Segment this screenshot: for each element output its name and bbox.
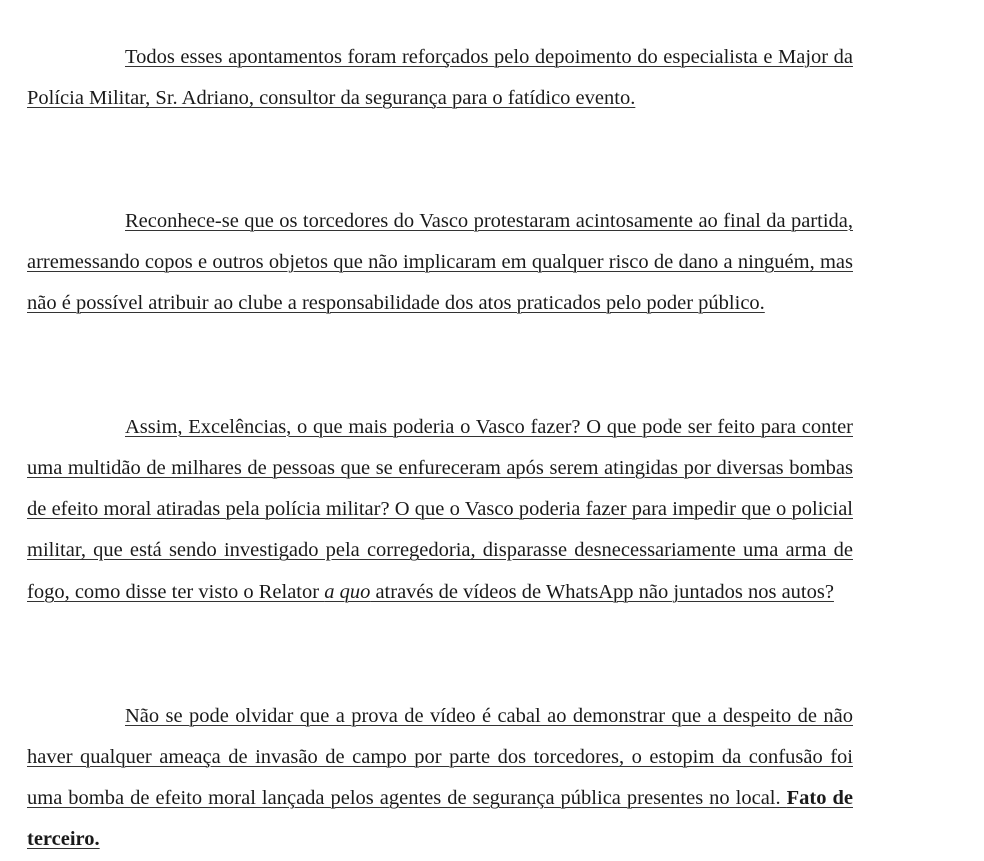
paragraph-text: Assim, Excelências, o que mais poderia o Vasco fazer? O que pode ser feito para conter uma multidão de milhares de pessoas que se enfureceram após serem atingidas por diversas bombas de efeito moral atiradas pela polícia militar? O que o Vasco poderia fazer para impedir que o policial militar, que está sendo investigado pela corregedoria, disparasse desnecessariamente uma arma de fogo, como disse ter visto o Relator [27,415,853,603]
paragraph-prova-video [27,696,853,861]
paragraph-text: Reconhece-se que os torcedores do Vasco protestaram acintosamente ao final da partida, arremessando copos e outros objetos que não implicaram em qualquer risco de dano a ninguém, mas não é possível atribuir ao clube a responsabilidade dos atos praticados pelo poder público. [27,209,853,315]
paragraph-torcedores [27,201,853,325]
bold-conclusion: Fato de terceiro. [27,787,853,851]
paragraph-text-end: através de vídeos de WhatsApp não juntados nos autos? [370,580,834,603]
paragraph-depoimento [27,37,853,120]
paragraph-text: Todos esses apontamentos foram reforçados pelo depoimento do especialista e Major da Polícia Militar, Sr. Adriano, consultor da segurança para o fatídico evento. [27,45,853,109]
paragraph-text: Não se pode olvidar que a prova de vídeo é cabal ao demonstrar que a despeito de não haver qualquer ameaça de invasão de campo por parte dos torcedores, o estopim da confusão foi uma bomba de efeito moral lançada pelos agentes de segurança pública presentes no local. [27,704,853,810]
italic-term: a quo [324,580,371,603]
paragraph-questionamentos [27,407,853,613]
